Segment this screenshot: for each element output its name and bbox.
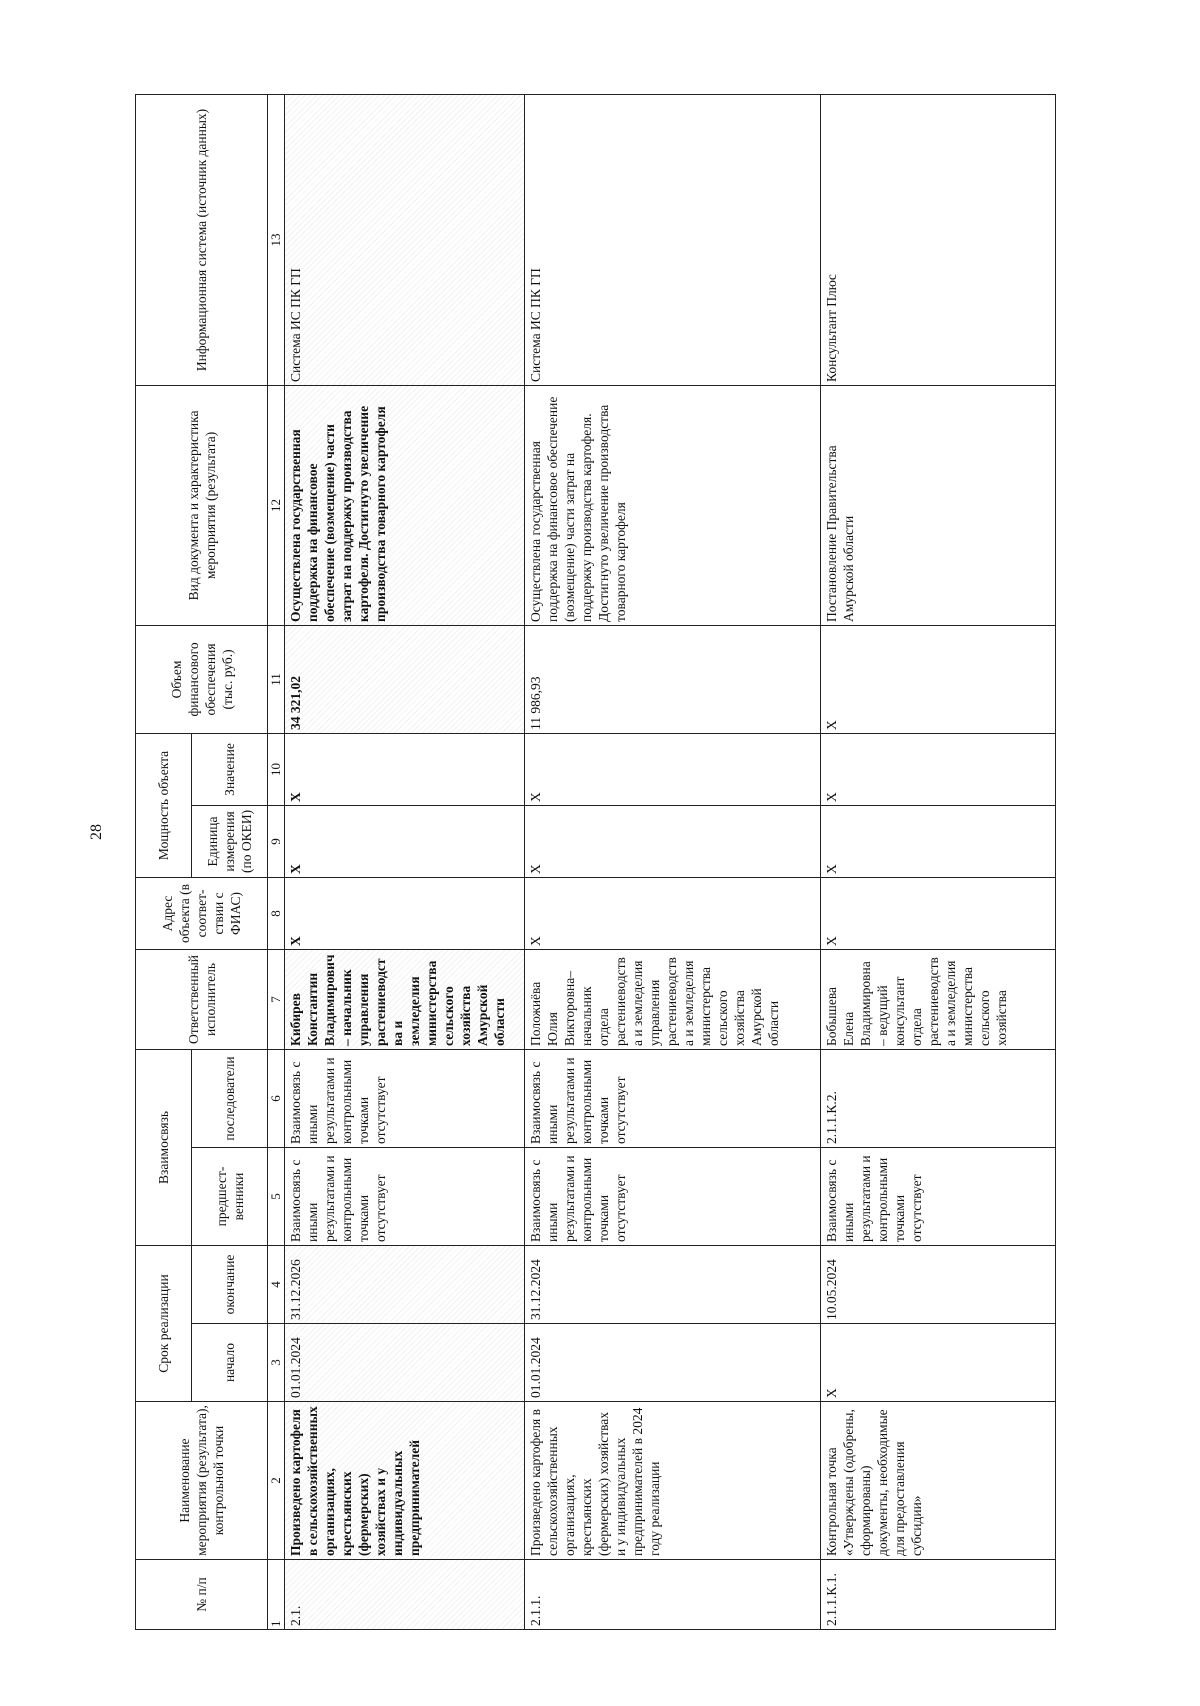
row-value: X <box>285 733 525 805</box>
row-doc: Постановление Правительства Амурской области <box>821 385 1056 625</box>
header-info: Информационная система (источник данных) <box>136 94 268 385</box>
row-succ: Взаимосвязь с иными результатами и контрольными точками отсутствует <box>525 1049 821 1147</box>
row-addr: X <box>525 877 821 949</box>
page-number: 28 <box>88 824 105 840</box>
header-num: № п/п <box>136 1560 268 1630</box>
row-start: 01.01.2024 <box>285 1324 525 1402</box>
row-resp: Бобышева Елена Владимировна – ведущий консультант отдела растениеводства и земледелия министерства сельского хозяйства <box>821 949 1056 1049</box>
row-info: Консультант Плюс <box>821 94 1056 385</box>
header-end: окончание <box>192 1245 268 1323</box>
row-name: Произведено картофеля в сельскохозяйственных организациях, крестьянских (фермерских) хозяйствах и у индивидуальных предпринимателей <box>285 1402 525 1560</box>
col-number: 13 <box>268 94 285 385</box>
col-number: 6 <box>268 1049 285 1147</box>
row-name: Контрольная точка «Утверждены (одобрены, сформированы) документы, необходимые для предоставления субсидии» <box>821 1402 1056 1560</box>
col-number: 8 <box>268 877 285 949</box>
header-name: Наименование мероприятия (результата), контрольной точки <box>136 1402 268 1560</box>
col-number: 7 <box>268 949 285 1049</box>
header-doc: Вид документа и характеристика мероприятия (результата) <box>136 385 268 625</box>
row-succ: Взаимосвязь с иными результатами и контрольными точками отсутствует <box>285 1049 525 1147</box>
header-volume: Объем финансового обеспечения (тыс. руб.) <box>136 625 268 733</box>
header-start: начало <box>192 1324 268 1402</box>
row-start: X <box>821 1324 1056 1402</box>
row-pred: Взаимосвязь с иными результатами и контрольными точками отсутствует <box>285 1147 525 1245</box>
row-info: Система ИС ПК ГП <box>525 94 821 385</box>
header-pred: предшест-венники <box>192 1147 268 1245</box>
schedule-table <box>135 94 1056 1630</box>
row-unit: X <box>285 805 525 877</box>
row-doc: Осуществлена государственная поддержка на финансовое обеспечение (возмещение) части затрат на поддержку производства картофеля. Достигнуто увеличение производства товарного картофеля <box>525 385 821 625</box>
row-pred: Взаимосвязь с иными результатами и контрольными точками отсутствует <box>821 1147 1056 1245</box>
row-resp: Кибирев Константин Владимирович – начальник управления растениеводства и земледелия министерства сельского хозяйства Амурской области <box>285 949 525 1049</box>
row-volume: 34 321,02 <box>285 625 525 733</box>
row-addr: X <box>285 877 525 949</box>
row-addr: X <box>821 877 1056 949</box>
col-number: 4 <box>268 1245 285 1323</box>
row-volume: 11 986,93 <box>525 625 821 733</box>
header-addr: Адрес объекта (в соответ-ствии с ФИАС) <box>136 877 268 949</box>
row-unit: X <box>821 805 1056 877</box>
header-period: Срок реализации <box>136 1245 192 1401</box>
row-info: Система ИС ПК ГП <box>285 94 525 385</box>
header-unit: Единица измерения (по ОКЕИ) <box>192 805 268 877</box>
table-row <box>525 94 821 1629</box>
row-resp: Положиёва Юлия Викторовна– начальник отдела растениеводства и земледелия управления растениеводства и земледелия министерства сельского хозяйства Амурской области <box>525 949 821 1049</box>
col-number: 1 <box>268 1560 285 1630</box>
header-power: Мощность объекта <box>136 733 192 877</box>
row-doc: Осуществлена государственная поддержка на финансовое обеспечение (возмещение) части затрат на поддержку производства картофеля. Достигнуто увеличение производства товарного картофеля <box>285 385 525 625</box>
row-num: 2.1.1.К.1. <box>821 1560 1056 1630</box>
col-number: 10 <box>268 733 285 805</box>
col-number: 11 <box>268 625 285 733</box>
row-end: 31.12.2026 <box>285 1245 525 1323</box>
col-number: 5 <box>268 1147 285 1245</box>
row-unit: X <box>525 805 821 877</box>
header-resp: Ответственный исполнитель <box>136 949 268 1049</box>
col-number: 12 <box>268 385 285 625</box>
header-succ: последователи <box>192 1049 268 1147</box>
row-num: 2.1. <box>285 1560 525 1630</box>
row-start: 01.01.2024 <box>525 1324 821 1402</box>
table-row <box>821 94 1056 1629</box>
table-row <box>285 94 525 1629</box>
row-volume: X <box>821 625 1056 733</box>
header-relation: Взаимосвязь <box>136 1049 192 1245</box>
row-succ: 2.1.1.К.2. <box>821 1049 1056 1147</box>
row-value: X <box>821 733 1056 805</box>
column-number-row <box>268 94 285 1629</box>
col-number: 3 <box>268 1324 285 1402</box>
col-number: 9 <box>268 805 285 877</box>
row-num: 2.1.1. <box>525 1560 821 1630</box>
header-value: Значение <box>192 733 268 805</box>
row-pred: Взаимосвязь с иными результатами и контрольными точками отсутствует <box>525 1147 821 1245</box>
row-value: X <box>525 733 821 805</box>
row-end: 31.12.2024 <box>525 1245 821 1323</box>
row-name: Произведено картофеля в сельскохозяйственных организациях, крестьянских (фермерских) хозяйствах и у индивидуальных предпринимателей в 2024 году реализации <box>525 1402 821 1560</box>
rotated-page-content <box>135 95 1080 1630</box>
col-number: 2 <box>268 1402 285 1560</box>
row-end: 10.05.2024 <box>821 1245 1056 1323</box>
